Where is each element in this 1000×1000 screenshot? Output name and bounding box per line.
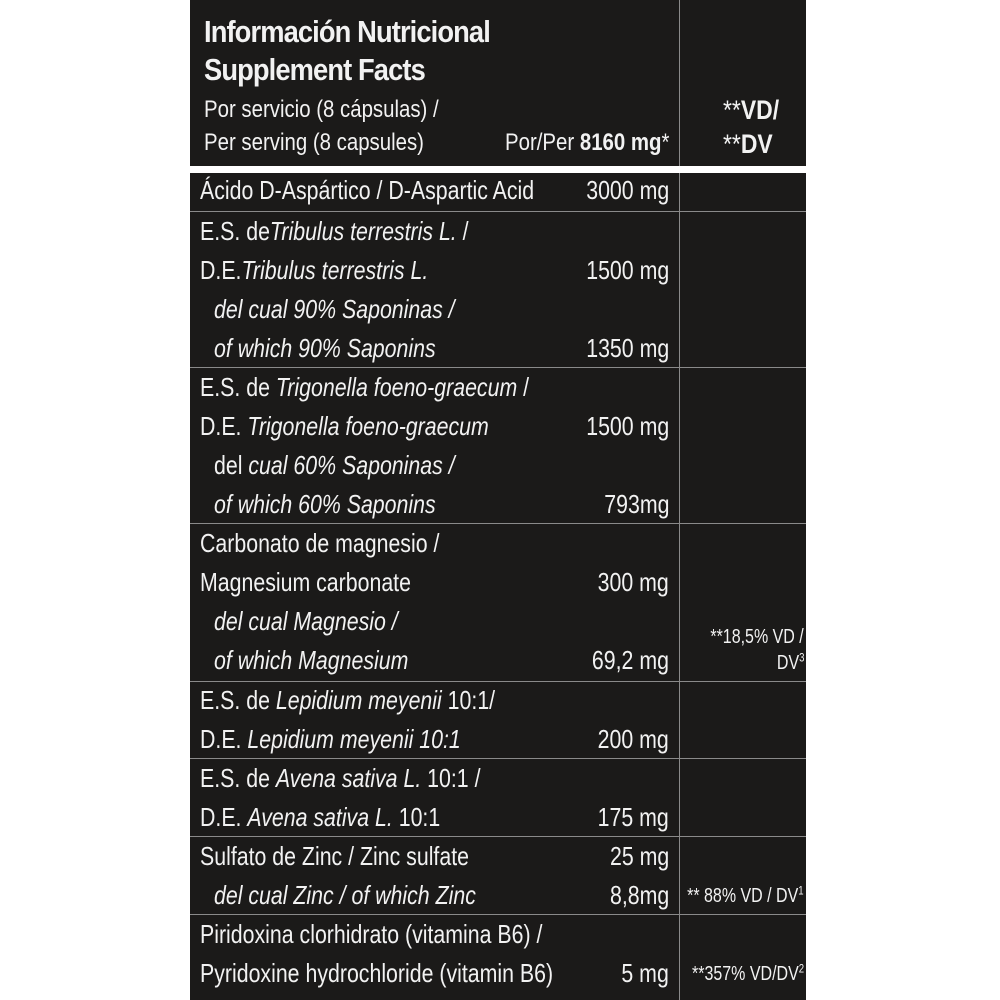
sub-saponins-es: del cual 90% Saponinas /	[214, 294, 455, 324]
ingredient-zinc-sulfate: Sulfato de Zinc / Zinc sulfate	[200, 841, 469, 871]
ingredient-avena-es	[200, 765, 481, 791]
amount-zinc: 8,8mg	[609, 880, 669, 910]
amount-tribulus: 1500 mg	[586, 255, 669, 285]
ingredient-lepidium-en	[200, 726, 461, 752]
footnote-mark: 1	[798, 883, 804, 898]
row-divider	[190, 914, 806, 915]
ingredient-d-aspartic-acid: Ácido D-Aspártico / D-Aspartic Acid	[200, 175, 535, 205]
text-italic: cual 60% Saponinas /	[248, 450, 455, 480]
text-prefix: del	[214, 450, 249, 480]
per-serving-amount	[505, 131, 669, 155]
text-suffix: /	[456, 216, 469, 246]
dv-text: DV	[776, 652, 799, 674]
row-divider	[190, 211, 806, 212]
text-prefix: D.E.	[200, 255, 242, 285]
amount-pyridoxine: 5 mg	[621, 958, 669, 988]
title-english: Supplement Facts	[204, 52, 425, 87]
per-value: 8160 mg	[579, 129, 662, 156]
amount-lepidium: 200 mg	[597, 724, 669, 754]
sub-saponins-en: of which 60% Saponins	[214, 489, 436, 519]
row-divider	[190, 758, 806, 759]
text-prefix: E.S. de	[200, 685, 276, 715]
dv-text: **357% VD/DV	[691, 963, 799, 985]
sub-saponins-es	[214, 452, 455, 478]
ingredient-tribulus-en	[200, 257, 428, 283]
latin-name: Trigonella foeno-graecum	[275, 372, 518, 402]
ingredient-magnesium-carbonate-en: Magnesium carbonate	[200, 567, 411, 597]
row-divider	[190, 836, 806, 837]
ingredient-tribulus-es	[200, 218, 469, 244]
latin-name: Avena sativa L.	[275, 763, 422, 793]
text-prefix: D.E.	[200, 724, 248, 754]
ingredient-pyridoxine-en: Pyridoxine hydrochloride (vitamin B6)	[200, 958, 554, 988]
latin-name: Trigonella foeno-graecum	[247, 411, 489, 441]
row-divider	[190, 681, 806, 682]
dv-label-dv: DV	[740, 129, 773, 159]
ingredient-magnesium-carbonate-es: Carbonato de magnesio /	[200, 528, 440, 558]
latin-name: Tribulus terrestris L.	[241, 255, 429, 285]
supplement-facts-panel	[190, 0, 806, 1000]
amount-trigonella: 1500 mg	[586, 411, 669, 441]
text-suffix: 10:1 /	[421, 763, 481, 793]
sub-magnesium-es: del cual Magnesio /	[214, 606, 398, 636]
serving-spanish: Por servicio (8 cápsulas) /	[204, 96, 439, 123]
ingredient-lepidium-es	[200, 687, 495, 713]
text-suffix: /	[517, 372, 530, 402]
footnote-mark: 3	[798, 650, 804, 665]
per-label: Por/Per	[504, 129, 574, 156]
serving-english: Per serving (8 capsules)	[204, 129, 424, 156]
text-prefix: E.S. de	[200, 216, 270, 246]
text-suffix: 10:1	[392, 802, 441, 832]
latin-name: Tribulus terrestris L.	[269, 216, 457, 246]
dv-pyridoxine	[691, 961, 804, 985]
ingredient-avena-en	[200, 804, 440, 830]
title-spanish: Información Nutricional	[204, 14, 490, 49]
dv-stars-2: **	[723, 129, 741, 159]
column-divider	[679, 0, 680, 1000]
header-rule	[190, 166, 806, 173]
dv-zinc	[687, 883, 804, 907]
text-prefix: D.E.	[200, 802, 248, 832]
amount-tribulus-saponins: 1350 mg	[586, 333, 669, 363]
amount-magnesium-carbonate: 300 mg	[597, 567, 669, 597]
ingredient-trigonella-en	[200, 413, 489, 439]
dv-text: ** 88% VD / DV	[687, 885, 799, 907]
text-suffix: 10:1/	[441, 685, 496, 715]
latin-name: Lepidium meyenii	[275, 685, 442, 715]
latin-name: Avena sativa L.	[247, 802, 393, 832]
amount-trigonella-saponins: 793mg	[603, 489, 669, 519]
ingredient-trigonella-es	[200, 374, 529, 400]
amount-d-aspartic-acid: 3000 mg	[586, 175, 669, 205]
sub-saponins-en: of which 90% Saponins	[214, 333, 436, 363]
text-prefix: E.S. de	[200, 763, 276, 793]
dv-header-line2	[723, 131, 773, 158]
text-prefix: E.S. de	[200, 372, 276, 402]
per-mark: *	[661, 129, 669, 156]
latin-name: Lepidium meyenii 10:1	[247, 724, 461, 754]
amount-avena: 175 mg	[597, 802, 669, 832]
dv-label-vd: VD/	[740, 95, 780, 125]
sub-zinc: del cual Zinc / of which Zinc	[214, 880, 476, 910]
text-prefix: D.E.	[200, 411, 248, 441]
row-divider	[190, 367, 806, 368]
dv-magnesium-line1: **18,5% VD /	[710, 626, 804, 648]
amount-zinc-sulfate: 25 mg	[609, 841, 669, 871]
dv-header-line1	[723, 97, 779, 124]
row-divider	[190, 523, 806, 524]
dv-magnesium-line2	[776, 650, 804, 674]
dv-stars: **	[723, 95, 741, 125]
sub-magnesium-en: of which Magnesium	[214, 645, 409, 675]
ingredient-pyridoxine-es: Piridoxina clorhidrato (vitamina B6) /	[200, 919, 543, 949]
footnote-mark: 2	[798, 961, 804, 976]
amount-magnesium: 69,2 mg	[591, 645, 669, 675]
